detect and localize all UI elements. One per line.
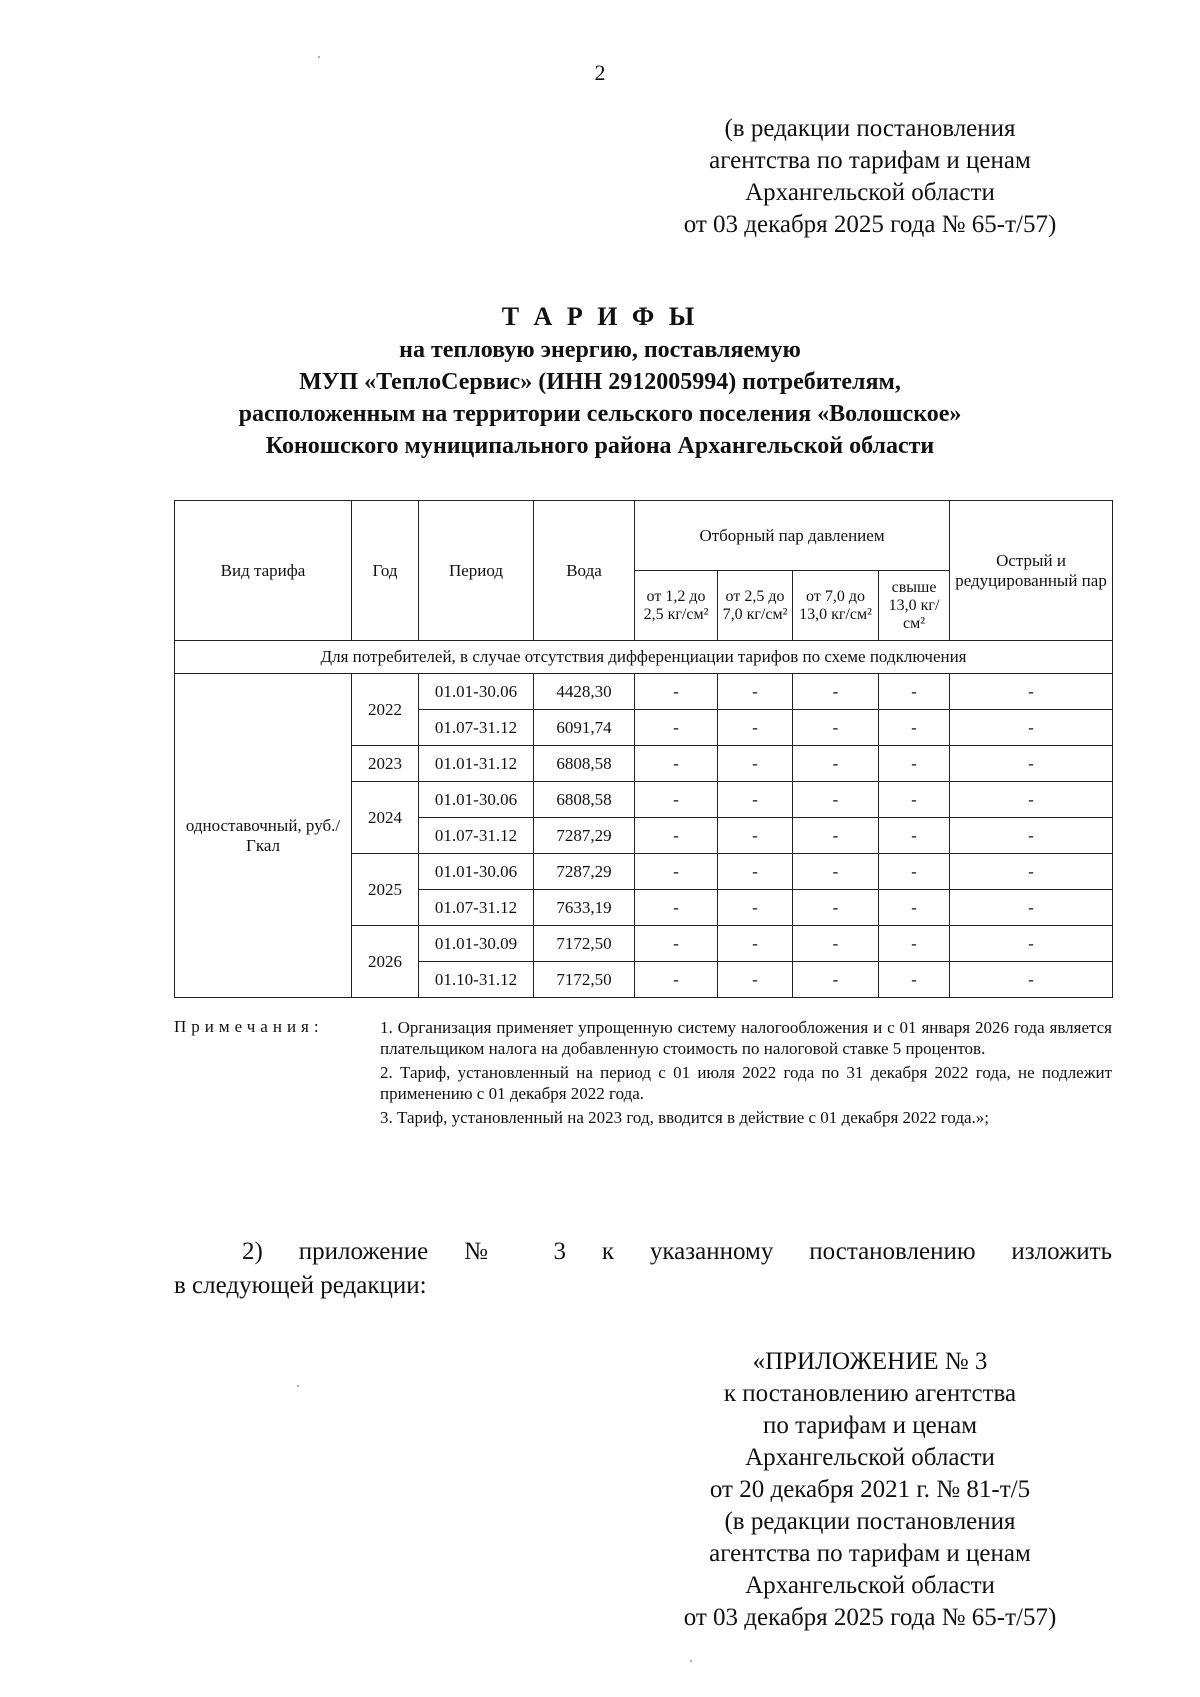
water-cell: 7287,29 xyxy=(534,854,635,890)
steam-cell: - xyxy=(879,782,950,818)
steam-cell: - xyxy=(793,818,879,854)
title-line: Коношского муниципального района Архангельской области xyxy=(265,433,935,459)
period-cell: 01.07-31.12 xyxy=(419,890,534,926)
steam-cell: - xyxy=(950,962,1113,998)
header-year: Год xyxy=(352,501,419,641)
steam-cell: - xyxy=(793,782,879,818)
title-line: на тепловую энергию, поставляемую xyxy=(399,337,801,363)
appendix-line: Архангельской области xyxy=(745,1572,995,1599)
title-line: расположенным на территории сельского поселения «Волошское» xyxy=(238,401,962,427)
title-line: МУП «ТеплоСервис» (ИНН 2912005994) потребителям, xyxy=(299,369,901,395)
steam-cell: - xyxy=(950,890,1113,926)
period-cell: 01.10-31.12 xyxy=(419,962,534,998)
year-cell: 2026 xyxy=(352,926,419,998)
page-number: 2 xyxy=(594,60,606,85)
scan-speck xyxy=(318,56,320,58)
header-period: Период xyxy=(419,501,534,641)
header-steam-col: от 1,2 до 2,5 кг/см² xyxy=(635,571,718,641)
steam-cell: - xyxy=(635,818,718,854)
steam-cell: - xyxy=(718,818,793,854)
header-water: Вода xyxy=(534,501,635,641)
tariff-table xyxy=(174,500,1113,998)
steam-cell: - xyxy=(879,710,950,746)
tariff-type-cell: одноставочный, руб./Гкал xyxy=(175,674,352,998)
appendix-line: «ПРИЛОЖЕНИЕ № 3 xyxy=(752,1348,988,1375)
appendix-line: агентства по тарифам и ценам xyxy=(709,1540,1031,1567)
year-cell: 2025 xyxy=(352,854,419,926)
water-cell: 7633,19 xyxy=(534,890,635,926)
steam-cell: - xyxy=(950,710,1113,746)
appendix-line: Архангельской области xyxy=(745,1444,995,1471)
steam-cell: - xyxy=(879,926,950,962)
period-cell: 01.01-30.06 xyxy=(419,854,534,890)
steam-cell: - xyxy=(635,926,718,962)
water-cell: 7172,50 xyxy=(534,926,635,962)
water-cell: 7287,29 xyxy=(534,818,635,854)
amendment-note-top xyxy=(660,113,1080,241)
steam-cell: - xyxy=(718,890,793,926)
steam-cell: - xyxy=(793,962,879,998)
title-heading: Т А Р И Ф Ы xyxy=(501,302,699,331)
steam-cell: - xyxy=(793,926,879,962)
steam-cell: - xyxy=(950,926,1113,962)
scan-speck xyxy=(690,1660,692,1662)
water-cell: 6091,74 xyxy=(534,710,635,746)
steam-cell: - xyxy=(793,746,879,782)
amendment-line: (в редакции постановления xyxy=(724,115,1016,142)
section-label: Для потребителей, в случае отсутствия дифференциации тарифов по схеме подключения xyxy=(175,641,1113,674)
steam-cell: - xyxy=(879,818,950,854)
period-cell: 01.01-31.12 xyxy=(419,746,534,782)
steam-cell: - xyxy=(950,746,1113,782)
period-cell: 01.01-30.06 xyxy=(419,782,534,818)
water-cell: 4428,30 xyxy=(534,674,635,710)
water-cell: 6808,58 xyxy=(534,782,635,818)
steam-cell: - xyxy=(950,782,1113,818)
steam-cell: - xyxy=(879,746,950,782)
header-steam-group: Отборный пар давлением xyxy=(635,501,950,571)
steam-cell: - xyxy=(793,854,879,890)
appendix-line: от 03 декабря 2025 года № 65-т/57) xyxy=(683,1604,1057,1631)
year-cell: 2024 xyxy=(352,782,419,854)
steam-cell: - xyxy=(635,746,718,782)
steam-cell: - xyxy=(635,674,718,710)
amendment-line: агентства по тарифам и ценам xyxy=(709,147,1031,174)
steam-cell: - xyxy=(718,854,793,890)
steam-cell: - xyxy=(879,890,950,926)
amendment-paragraph xyxy=(174,1235,1112,1303)
scan-speck xyxy=(297,1385,299,1387)
steam-cell: - xyxy=(718,782,793,818)
appendix-line: (в редакции постановления xyxy=(724,1508,1016,1535)
steam-cell: - xyxy=(635,710,718,746)
tariff-body xyxy=(175,674,1113,998)
year-cell: 2023 xyxy=(352,746,419,782)
steam-cell: - xyxy=(718,710,793,746)
steam-cell: - xyxy=(635,890,718,926)
paragraph-line: в следующей редакции: xyxy=(174,1272,427,1299)
amendment-line: от 03 декабря 2025 года № 65-т/57) xyxy=(683,211,1057,238)
steam-cell: - xyxy=(793,710,879,746)
steam-cell: - xyxy=(793,890,879,926)
appendix-line: к постановлению агентства xyxy=(723,1380,1017,1407)
steam-cell: - xyxy=(718,746,793,782)
note-item: 2. Тариф, установленный на период с 01 июля 2022 года по 31 декабря 2022 года, не подлежит применению с 01 декабря 2022 года. xyxy=(380,1063,1112,1103)
notes-body xyxy=(380,1017,1112,1131)
period-cell: 01.07-31.12 xyxy=(419,710,534,746)
steam-cell: - xyxy=(635,962,718,998)
steam-cell: - xyxy=(950,818,1113,854)
notes-label: Примечания: xyxy=(174,1017,324,1036)
paragraph-line: 2) приложение № 3 к указанному постановлению изложить xyxy=(242,1238,1112,1265)
steam-cell: - xyxy=(635,854,718,890)
steam-cell: - xyxy=(718,962,793,998)
amendment-line: Архангельской области xyxy=(745,179,995,206)
steam-cell: - xyxy=(793,674,879,710)
steam-cell: - xyxy=(718,674,793,710)
header-tariff-type: Вид тарифа xyxy=(175,501,352,641)
steam-cell: - xyxy=(879,962,950,998)
note-item: 1. Организация применяет упрощенную систему налогообложения и с 01 января 2026 года является плательщиком налога на добавленную стоимость по налоговой ставке 5 процентов. xyxy=(380,1018,1112,1058)
document-title xyxy=(0,300,1200,462)
steam-cell: - xyxy=(950,674,1113,710)
appendix-header xyxy=(660,1346,1080,1634)
appendix-line: от 20 декабря 2021 г. № 81-т/5 xyxy=(709,1476,1031,1503)
period-cell: 01.07-31.12 xyxy=(419,818,534,854)
period-cell: 01.01-30.09 xyxy=(419,926,534,962)
header-steam-col: от 2,5 до 7,0 кг/см² xyxy=(718,571,793,641)
steam-cell: - xyxy=(635,782,718,818)
note-item: 3. Тариф, установленный на 2023 год, вводится в действие с 01 декабря 2022 года.»; xyxy=(380,1108,989,1127)
appendix-line: по тарифам и ценам xyxy=(762,1412,978,1439)
table-row xyxy=(175,674,1113,710)
header-steam-col: от 7,0 до 13,0 кг/см² xyxy=(793,571,879,641)
year-cell: 2022 xyxy=(352,674,419,746)
water-cell: 6808,58 xyxy=(534,746,635,782)
period-cell: 01.01-30.06 xyxy=(419,674,534,710)
header-sharp-steam: Острый и редуцированный пар xyxy=(950,501,1113,641)
header-steam-col: свыше 13,0 кг/см² xyxy=(879,571,950,641)
steam-cell: - xyxy=(950,854,1113,890)
steam-cell: - xyxy=(879,674,950,710)
steam-cell: - xyxy=(879,854,950,890)
steam-cell: - xyxy=(718,926,793,962)
water-cell: 7172,50 xyxy=(534,962,635,998)
